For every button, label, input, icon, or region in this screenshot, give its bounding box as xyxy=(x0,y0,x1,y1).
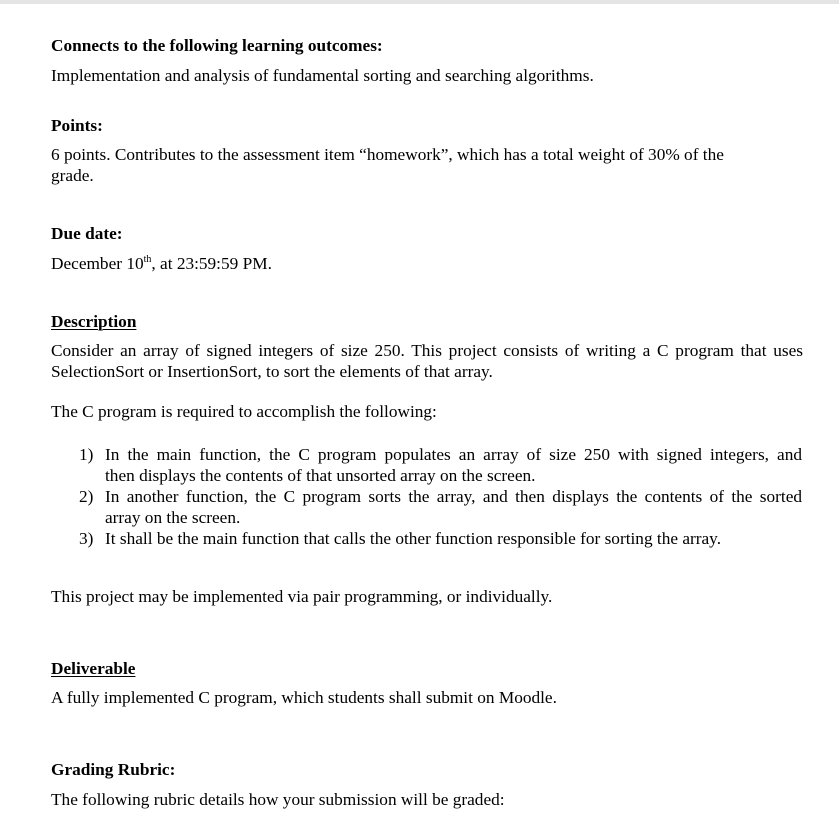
description-heading: Description xyxy=(51,312,137,331)
list-number: 3) xyxy=(79,529,94,548)
list-item-line-1: In another function, the C program sorts the array, and then displays the contents of the sorted xyxy=(105,487,802,506)
due-date-suffix: , at 23:59:59 PM. xyxy=(151,254,272,273)
due-date-prefix: December 10 xyxy=(51,254,144,273)
points-text-line-2: grade. xyxy=(51,166,94,185)
description-text-line-2: SelectionSort or InsertionSort, to sort the elements of that array. xyxy=(51,362,493,381)
list-item-line-2: array on the screen. xyxy=(105,508,241,527)
list-item-line-1: It shall be the main function that calls the other function responsible for sorting the array. xyxy=(105,529,722,548)
list-item-line-2: then displays the contents of that unsorted array on the screen. xyxy=(105,466,536,485)
learning-outcomes-text: Implementation and analysis of fundamental sorting and searching algorithms. xyxy=(51,66,594,85)
learning-outcomes-heading: Connects to the following learning outcomes: xyxy=(51,36,383,55)
description-text-line-1: Consider an array of signed integers of size 250. This project consists of writing a C program that uses xyxy=(51,341,803,360)
grading-rubric-heading: Grading Rubric: xyxy=(51,760,176,779)
deliverable-text: A fully implemented C program, which students shall submit on Moodle. xyxy=(51,688,557,707)
points-heading: Points: xyxy=(51,116,103,135)
due-date-heading: Due date: xyxy=(51,224,123,243)
due-date-superscript: th xyxy=(143,254,152,266)
pair-programming-note: This project may be implemented via pair programming, or individually. xyxy=(51,587,553,606)
due-date-text xyxy=(51,254,272,274)
deliverable-heading: Deliverable xyxy=(51,659,136,678)
requirements-intro: The C program is required to accomplish the following: xyxy=(51,402,437,421)
grading-rubric-text: The following rubric details how your submission will be graded: xyxy=(51,790,505,809)
list-number: 2) xyxy=(79,487,94,506)
list-item-line-1: In the main function, the C program populates an array of size 250 with signed integers, and xyxy=(105,445,802,464)
page-top-border xyxy=(0,0,839,4)
list-number: 1) xyxy=(79,445,94,464)
points-text-line-1: 6 points. Contributes to the assessment item “homework”, which has a total weight of 30% of the xyxy=(51,145,724,164)
